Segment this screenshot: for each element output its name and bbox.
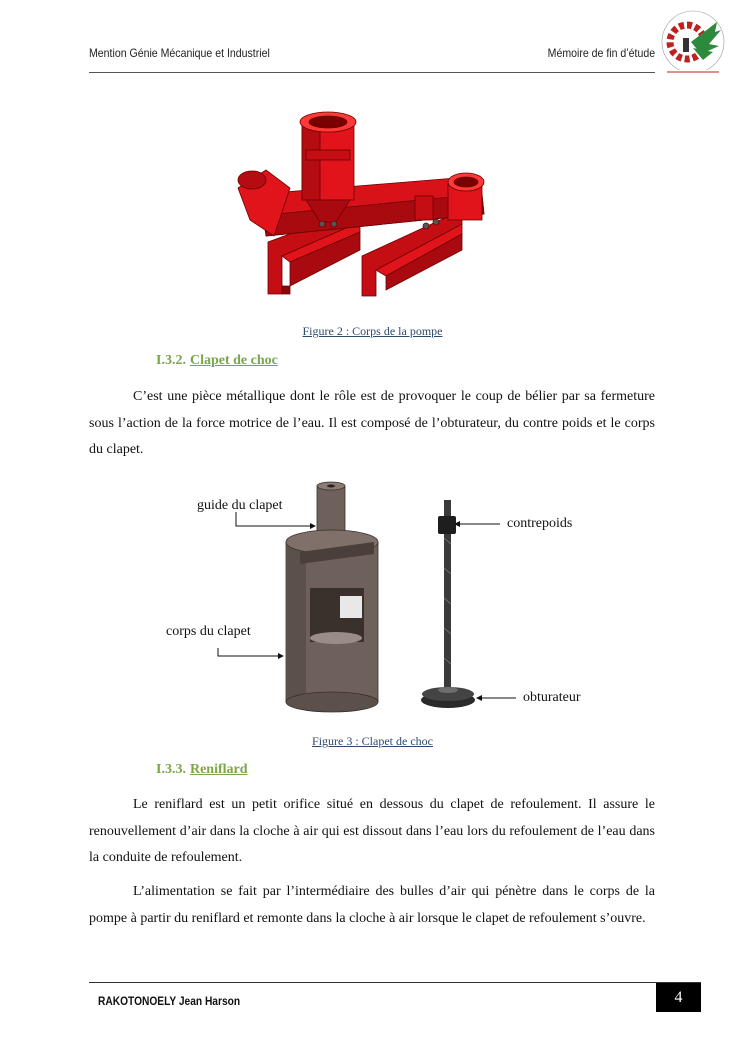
clapet-figure <box>160 478 600 718</box>
paragraph-reniflard-1: Le reniflard est un petit orifice situé en dessous du clapet de refoulement. Il assure le renouvellement d’air dans la cloche à air qui est dissout dans l’eau lors du refoulement de l’eau dans la conduite de refoulement. <box>89 797 655 865</box>
footer-author: RAKOTONOELY Jean Harson <box>98 994 241 1008</box>
section-heading-reniflard: I.3.3. Reniflard <box>156 762 248 777</box>
header-right-title: Mémoire de fin d’étude <box>547 46 655 60</box>
figure3-caption: Figure 3 : Clapet de choc <box>312 734 433 748</box>
label-corps-du-clapet: corps du clapet <box>166 624 251 639</box>
label-obturateur: obturateur <box>523 690 581 705</box>
footer-divider <box>89 982 701 983</box>
label-contrepoids: contrepoids <box>507 516 573 531</box>
paragraph-clapet: C’est une pièce métallique dont le rôle est de provoquer le coup de bélier par sa fermeture sous l’action de la force motrice de l’eau. Il est composé de l’obturateur, du contre poids et le corps du clapet. <box>89 389 655 457</box>
section-heading-clapet: I.3.2. Clapet de choc <box>156 353 278 368</box>
header-left-title: Mention Génie Mécanique et Industriel <box>89 46 270 60</box>
header-divider <box>89 72 655 73</box>
label-guide-du-clapet: guide du clapet <box>197 498 283 513</box>
pump-body-figure <box>230 110 510 300</box>
page-number: 4 <box>656 983 701 1012</box>
figure2-caption: Figure 2 : Corps de la pompe <box>302 324 443 338</box>
paragraph-reniflard-2: L’alimentation se fait par l’intermédiaire des bulles d’air qui pénètre dans le corps de la pompe à partir du reniflard et remonte dans la cloche à air lorsque le clapet de refoulement s’ouvre. <box>89 884 655 926</box>
school-logo <box>657 8 729 80</box>
